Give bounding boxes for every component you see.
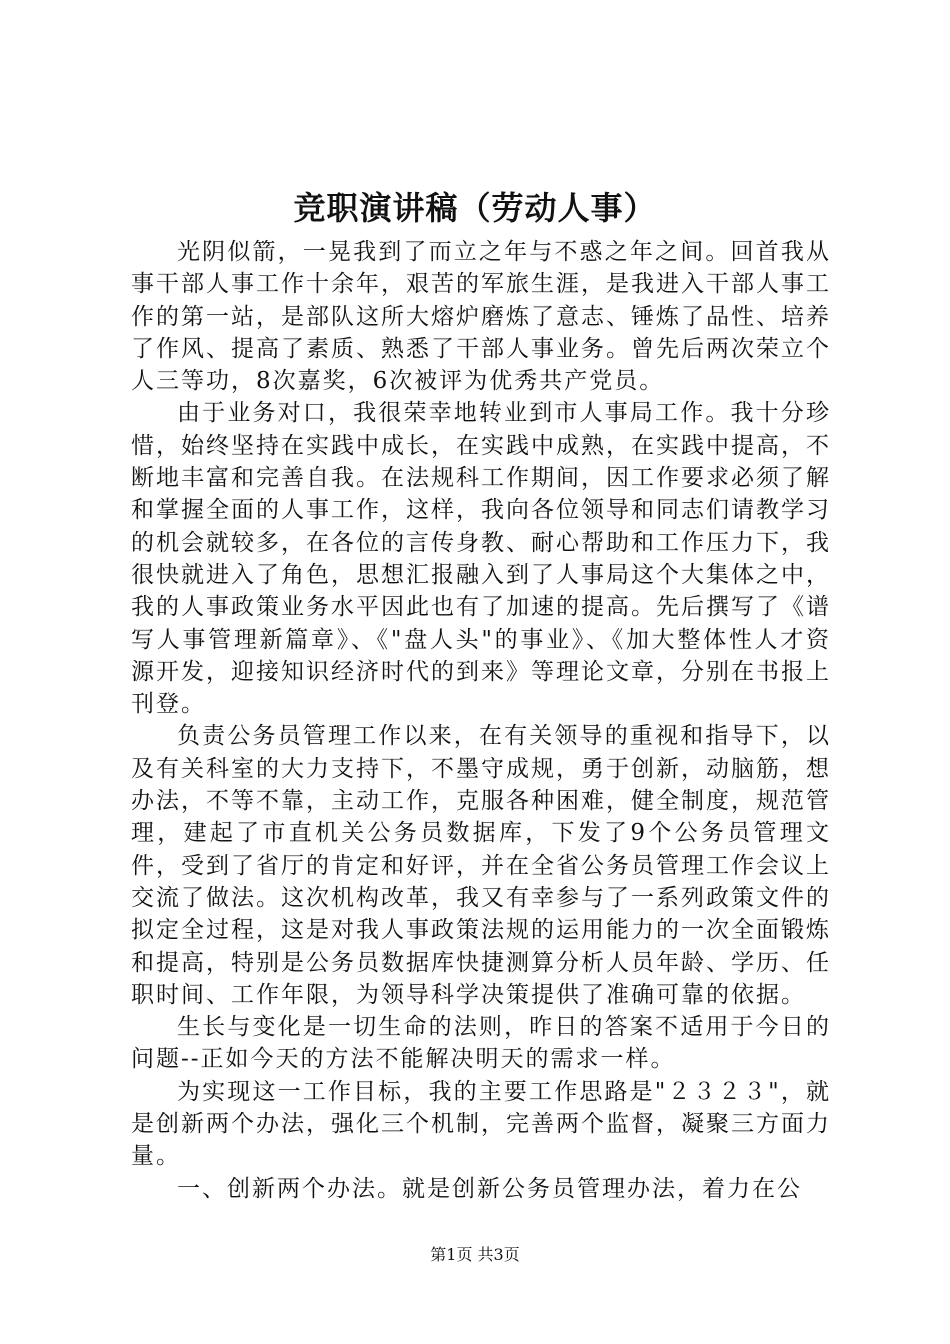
paragraph-2: 由于业务对口，我很荣幸地转业到市人事局工作。我十分珍惜，始终坚持在实践中成长，在实践中成熟，在实践中提高，不断地丰富和完善自我。在法规科工作期间，因工作要求必须了解和掌握全面的人事工作，这样，我向各位领导和同志们请教学习的机会就较多，在各位的言传身教、耐心帮助和工作压力下，我很快就进入了角色，思想汇报融入到了人事局这个大集体之中，我的人事政策业务水平因此也有了加速的提高。先后撰写了《谱写人事管理新篇章》、《"盘人头"的事业》、《加大整体性人才资源开发，迎接知识经济时代的到来》等理论文章，分别在书报上刊登。 [131, 400, 831, 718]
document-body [131, 236, 831, 1205]
document-title: 竞职演讲稿（劳动人事） [293, 189, 657, 227]
page-number: 第1页 共3页 [430, 1245, 520, 1264]
paragraph-1: 光阴似箭，一晃我到了而立之年与不惑之年之间。回首我从事干部人事工作十余年，艰苦的军旅生涯，是我进入干部人事工作的第一站，是部队这所大熔炉磨炼了意志、锤炼了品性、培养了作风、提高了素质、熟悉了干部人事业务。曾先后两次荣立个人三等功，8次嘉奖，6次被评为优秀共产党员。 [131, 239, 831, 395]
paragraph-6: 一、创新两个办法。就是创新公务员管理办法，着力在公 [177, 1175, 802, 1202]
paragraph-5: 为实现这一工作目标，我的主要工作思路是"２３２３"，就是创新两个办法，强化三个机制，完善两个监督，凝聚三方面力量。 [131, 1078, 831, 1170]
paragraph-4: 生长与变化是一切生命的法则，昨日的答案不适用于今日的问题--正如今天的方法不能解决明天的需求一样。 [131, 1014, 831, 1073]
paragraph-3: 负责公务员管理工作以来，在有关领导的重视和指导下，以及有关科室的大力支持下，不墨守成规，勇于创新，动脑筋，想办法，不等不靠，主动工作，克服各种困难，健全制度，规范管理，建起了市直机关公务员数据库，下发了9个公务员管理文件，受到了省厅的肯定和好评，并在全省公务员管理工作会议上交流了做法。这次机构改革，我又有幸参与了一系列政策文件的拟定全过程，这是对我人事政策法规的运用能力的一次全面锻炼和提高，特别是公务员数据库快捷测算分析人员年龄、学历、任职时间、工作年限，为领导科学决策提供了准确可靠的依据。 [131, 723, 831, 1008]
